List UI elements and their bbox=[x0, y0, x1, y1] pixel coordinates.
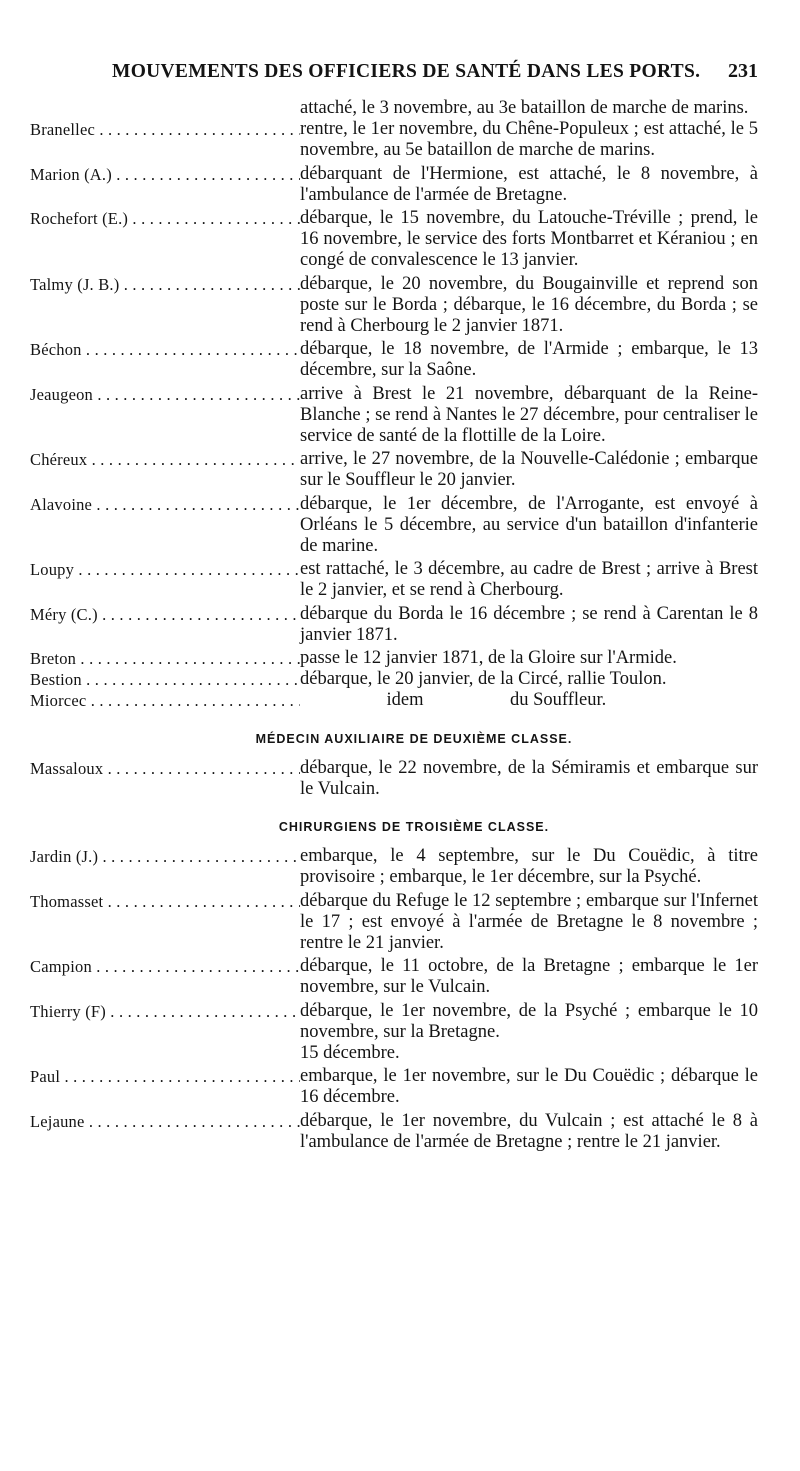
entry-name: Campion . . . bbox=[30, 956, 300, 977]
list-item bbox=[30, 956, 758, 998]
list-item bbox=[30, 1111, 758, 1153]
list-item bbox=[30, 119, 758, 161]
entries-list bbox=[30, 98, 758, 1153]
entry-text bbox=[300, 690, 758, 711]
entry-text: débarque, le 11 octobre, de la Bretagne ; embarque le 1er novembre, sur le Vulcain. bbox=[300, 956, 758, 998]
list-item bbox=[30, 669, 758, 690]
entry-name: Paul . . . bbox=[30, 1066, 300, 1087]
entry-text-rest: du Souffleur. bbox=[510, 690, 607, 711]
running-header bbox=[112, 60, 758, 90]
entry-name: Jeaugeon . . . bbox=[30, 384, 300, 405]
list-item bbox=[30, 208, 758, 272]
list-item bbox=[30, 604, 758, 646]
entry-name: Branellec . . . bbox=[30, 119, 300, 140]
entry-text: débarque du Borda le 16 décembre ; se rend à Carentan le 8 janvier 1871. bbox=[300, 603, 758, 645]
entry-name: Chéreux . . . bbox=[30, 449, 300, 470]
entry-name: Breton . . . bbox=[30, 648, 300, 669]
entry-text: débarquant de l'Hermione, est attaché, le 8 novembre, à l'ambulance de l'armée de Bretagne. bbox=[300, 163, 758, 205]
entry-text: arrive à Brest le 21 novembre, débarquant de la Reine-Blanche ; se rend à Nantes le 27 décembre, pour centraliser le service de santé de la flottille de la Loire. bbox=[300, 383, 758, 447]
entry-text: rentre, le 1er novembre, du Chêne-Populeux ; est attaché, le 5 novembre, au 5e bataillon de marche de marins. bbox=[300, 119, 758, 161]
entry-text: débarque, le 1er décembre, de l'Arrogante, est envoyé à Orléans le 5 décembre, au service d'un bataillon d'infanterie de marine. bbox=[300, 493, 758, 557]
entry-continuation: attaché, le 3 novembre, au 3e bataillon de marche de marins. bbox=[300, 98, 749, 118]
entry-name: Talmy (J. B.) . . . bbox=[30, 274, 300, 295]
list-item bbox=[30, 449, 758, 491]
list-item bbox=[30, 690, 758, 711]
entry-text: débarque, le 20 janvier, de la Circé, rallie Toulon. bbox=[300, 669, 667, 690]
page-number: 231 bbox=[728, 60, 758, 82]
list-item bbox=[30, 98, 758, 119]
entry-name: Loupy . . . bbox=[30, 559, 300, 580]
entry-name: Béchon . . . bbox=[30, 339, 300, 360]
entry-text: arrive, le 27 novembre, de la Nouvelle-Calédonie ; embarque sur le Souffleur le 20 janvier. bbox=[300, 449, 758, 491]
list-item bbox=[30, 494, 758, 558]
entry-text bbox=[300, 1001, 758, 1065]
entry-text-main: débarque, le 1er novembre, de la Psyché ; embarque le 10 novembre, sur la Bretagne. bbox=[300, 1000, 758, 1042]
entry-text: embarque, le 1er novembre, sur le Du Couëdic ; débarque le 16 décembre. bbox=[300, 1066, 758, 1108]
entry-text-extra: 15 décembre. bbox=[300, 1042, 400, 1063]
entry-name: Jardin (J.) . . . bbox=[30, 846, 300, 867]
page-title: MOUVEMENTS DES OFFICIERS DE SANTÉ DANS LES PORTS. bbox=[112, 61, 701, 82]
list-item bbox=[30, 648, 758, 669]
entry-text: passe le 12 janvier 1871, de la Gloire sur l'Armide. bbox=[300, 648, 677, 669]
entry-name: Massaloux . . . bbox=[30, 758, 300, 779]
entry-name: Rochefort (E.) . . . bbox=[30, 208, 300, 229]
list-item bbox=[30, 384, 758, 448]
entry-name: Lejaune . . . bbox=[30, 1111, 300, 1132]
entry-name: Marion (A.) . . . bbox=[30, 164, 300, 185]
entry-text: est rattaché, le 3 décembre, au cadre de Brest ; arrive à Brest le 2 janvier, et se rend à Cherbourg. bbox=[300, 559, 758, 601]
idem-marker: idem bbox=[386, 690, 424, 711]
entry-name: Thierry (F) . . . bbox=[30, 1001, 300, 1022]
entry-name: Méry (C.) . . . bbox=[30, 604, 300, 625]
list-item bbox=[30, 339, 758, 381]
list-item bbox=[30, 846, 758, 888]
section-heading: CHIRURGIENS DE TROISIÈME CLASSE. bbox=[278, 820, 550, 835]
list-item bbox=[30, 559, 758, 601]
entry-text: débarque, le 1er novembre, du Vulcain ; est attaché le 8 à l'ambulance de l'armée de Bretagne ; rentre le 21 janvier. bbox=[300, 1110, 758, 1152]
list-item bbox=[30, 164, 758, 206]
entry-name: Thomasset . . . bbox=[30, 891, 300, 912]
entry-text: débarque, le 15 novembre, du Latouche-Tréville ; prend, le 16 novembre, le service des forts Montbarret et Kéraniou ; en congé de convalescence le 13 janvier. bbox=[300, 208, 758, 271]
list-item bbox=[30, 1066, 758, 1108]
entry-name: Alavoine . . . bbox=[30, 494, 300, 515]
section-heading: MÉDECIN AUXILIAIRE DE DEUXIÈME CLASSE. bbox=[255, 731, 573, 746]
entry-name: Bestion . . . bbox=[30, 669, 300, 690]
entry-name: Miorcec . . . bbox=[30, 690, 300, 711]
entry-text: embarque, le 4 septembre, sur le Du Couëdic, à titre provisoire ; embarque, le 1er décembre, sur la Psyché. bbox=[300, 846, 758, 888]
list-item bbox=[30, 891, 758, 955]
entry-text: débarque, le 22 novembre, de la Sémiramis et embarque sur le Vulcain. bbox=[300, 757, 758, 799]
entry-text: débarque, le 20 novembre, du Bougainville et reprend son poste sur le Borda ; débarque, le 16 décembre, du Borda ; se rend à Cherbourg le 2 janvier 1871. bbox=[300, 273, 758, 337]
entry-text: débarque, le 18 novembre, de l'Armide ; embarque, le 13 décembre, sur la Saône. bbox=[300, 339, 758, 381]
entry-text: débarque du Refuge le 12 septembre ; embarque sur l'Infernet le 17 ; est envoyé à l'armée de Bretagne le 8 novembre ; rentre le 21 janvier. bbox=[300, 890, 758, 953]
list-item bbox=[30, 274, 758, 338]
list-item bbox=[30, 758, 758, 800]
list-item bbox=[30, 1001, 758, 1065]
